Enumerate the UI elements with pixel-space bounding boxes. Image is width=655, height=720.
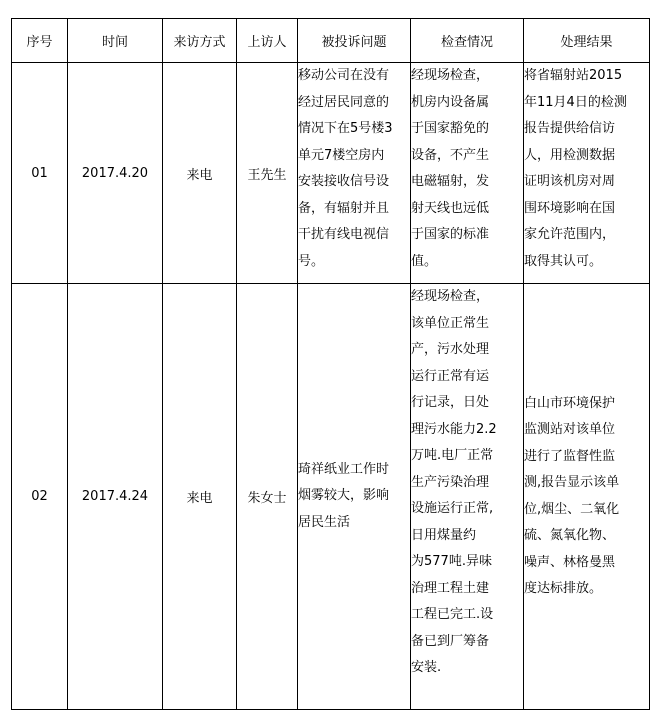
row-complaint: 琦祥纸业工作时 烟雾较大，影响 居民生活 xyxy=(298,461,390,530)
header-inspection: 检查情况 xyxy=(411,19,524,63)
row-inspection: 经现场检查， 机房内设备属 于国家豁免的 设备，不产生 电磁辐射，发 射天线也远低 于国家的标准 值。 xyxy=(411,68,490,269)
row-result: 白山市环境保护 监测站对该单位 进行了监督性监 测,报告显示该单 位,烟尘、二氧化 硫、氮氧化物、 噪声、林格曼黑 度达标排放。 xyxy=(524,395,620,596)
row-complaint-cell xyxy=(298,284,411,710)
row-result-cell xyxy=(524,284,650,710)
header-method: 来访方式 xyxy=(163,19,237,63)
complaint-table xyxy=(11,18,650,710)
header-date: 时间 xyxy=(68,19,163,63)
table-header-row xyxy=(12,19,650,63)
header-no: 序号 xyxy=(12,19,68,63)
row-date: 2017.4.24 xyxy=(68,284,163,710)
row-no: 02 xyxy=(12,284,68,710)
header-result: 处理结果 xyxy=(524,19,650,63)
row-method: 来电 xyxy=(163,63,237,284)
row-inspection: 经现场检查， 该单位正常生 产，污水处理 运行正常有运 行记录，日处 理污水能力2.2 万吨.电厂正常 生产污染治理 设施运行正常, 日用煤量约 为577吨.异味 治理工程土建 工程已完工.设 备已到厂筹备 安装. xyxy=(411,289,497,675)
row-inspection-cell xyxy=(411,284,524,710)
row-complaint-cell xyxy=(298,63,411,284)
row-complaint: 移动公司在没有 经过居民同意的 情况下在5号楼3 单元7楼空房内 安装接收信号设 备，有辐射并且 干扰有线电视信 号。 xyxy=(298,68,393,269)
row-result-cell xyxy=(524,63,650,284)
header-complaint: 被投诉问题 xyxy=(298,19,411,63)
row-method: 来电 xyxy=(163,284,237,710)
row-no: 01 xyxy=(12,63,68,284)
row-result: 将省辐射站2015 年11月4日的检测 报告提供给信访 人，用检测数据 证明该机房对周 围环境影响在国 家允许范围内， 取得其认可。 xyxy=(524,68,627,269)
table-row xyxy=(12,284,650,710)
row-date: 2017.4.20 xyxy=(68,63,163,284)
row-person: 王先生 xyxy=(237,63,298,284)
table-row xyxy=(12,63,650,284)
row-inspection-cell xyxy=(411,63,524,284)
row-person: 朱女士 xyxy=(237,284,298,710)
header-person: 上访人 xyxy=(237,19,298,63)
